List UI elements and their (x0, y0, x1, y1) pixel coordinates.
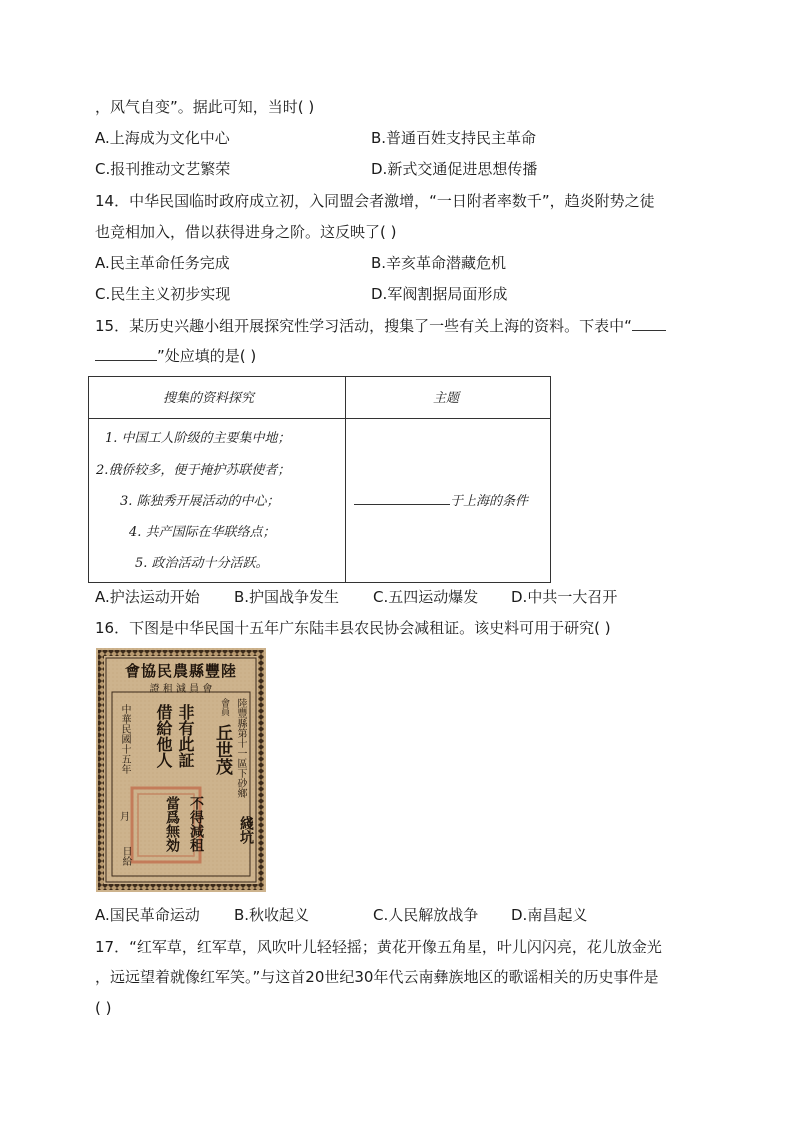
q17-stem-line3: ( ) (95, 999, 112, 1017)
certificate-month: 月 (120, 812, 130, 823)
table-header-right: 主题 (433, 391, 460, 406)
certificate-warning-1: 非有此証 (176, 704, 195, 768)
certificate-col-place: 綫坑 (238, 816, 254, 844)
q16-option-c[interactable]: C.人民解放战争 (373, 906, 479, 924)
certificate-date: 中華民國十五年 (119, 704, 130, 774)
q13-option-a[interactable]: A.上海成为文化中心 (95, 129, 230, 147)
q13-stem-tail: ，风气自变”。据此可知，当时( ) (95, 98, 315, 116)
q13-option-b[interactable]: B.普通百姓支持民主革命 (371, 129, 537, 147)
certificate-warning-2: 借給他人 (154, 704, 173, 768)
table-divider-vertical (345, 377, 346, 582)
q15-blank-part1 (632, 330, 666, 331)
q15-stem-line1 (95, 316, 666, 336)
q14-option-c[interactable]: C.民生主义初步实现 (95, 285, 231, 303)
q17-stem-line2: ，远远望着就像红军笑。”与这首20世纪30年代云南彝族地区的歌谣相关的历史事件是 (95, 968, 659, 986)
q16-option-b[interactable]: B.秋收起义 (234, 906, 310, 924)
table-item-1: 1. 中国工人阶级的主要集中地； (105, 431, 291, 446)
certificate-day: 日給 (120, 846, 131, 866)
certificate-member-label: 會員 (219, 698, 229, 716)
q14-option-b[interactable]: B.辛亥革命潜藏危机 (371, 254, 507, 272)
q15-option-d[interactable]: D.中共一大召开 (511, 588, 618, 606)
table-header-left: 搜集的资料探究 (163, 391, 255, 406)
q17-stem-line1: 17．“红军草，红军草，风吹叶儿轻轻摇；黄花开像五角星，叶儿闪闪亮，花儿放金光 (95, 938, 662, 956)
table-right-cell (354, 490, 528, 509)
certificate-title: 會協民農縣豐陸 (124, 662, 237, 680)
q14-option-d[interactable]: D.军阀割据局面形成 (371, 285, 508, 303)
table-item-5: 5. 政治活动十分活跃。 (135, 556, 269, 571)
q16-stem: 16．下图是中华民国十五年广东陆丰县农民协会减租证。该史料可用于研究( ) (95, 619, 611, 637)
certificate-member-name: 丘世茂 (212, 724, 232, 775)
q16-option-a[interactable]: A.国民革命运动 (95, 906, 200, 924)
q15-option-a[interactable]: A.护法运动开始 (95, 588, 200, 606)
q15-stem-line2 (95, 346, 256, 366)
table-right-blank (354, 504, 450, 505)
certificate-stamp-text-1: 不得減租 (188, 796, 204, 852)
q15-stem-tail: ”处应填的是( ) (157, 347, 257, 365)
certificate-subtitle: 證 租 減 員 會 (149, 684, 213, 695)
q13-option-c[interactable]: C.报刊推动文艺繁荣 (95, 160, 231, 178)
q15-table (88, 376, 551, 583)
q14-option-a[interactable]: A.民主革命任务完成 (95, 254, 230, 272)
q14-stem-line1: 14．中华民国临时政府成立初，入同盟会者激增，“一日附者率数千”，趋炎附势之徒 (95, 192, 655, 210)
q15-option-b[interactable]: B.护国战争发生 (234, 588, 340, 606)
q16-option-d[interactable]: D.南昌起义 (511, 906, 588, 924)
q14-stem-line2: 也竞相加入，借以获得进身之阶。这反映了( ) (95, 223, 397, 241)
table-item-3: 3. 陈独秀开展活动的中心； (120, 494, 280, 509)
certificate-col-region: 陸豐縣第十一區下砂鄉 (235, 698, 246, 798)
q15-stem-text: 15．某历史兴趣小组开展探究性学习活动，搜集了一些有关上海的资料。下表中“ (95, 317, 632, 335)
q15-option-c[interactable]: C.五四运动爆发 (373, 588, 479, 606)
table-right-suffix: 于上海的条件 (450, 494, 529, 509)
rent-reduction-certificate-image (96, 648, 266, 892)
table-item-2: 2.俄侨较多，便于掩护苏联使者； (96, 463, 291, 478)
certificate-stamp-text-2: 當爲無効 (164, 796, 180, 852)
table-item-4: 4. 共产国际在华联络点； (129, 525, 276, 540)
table-divider-horizontal (89, 418, 550, 419)
q15-blank-part2 (95, 360, 157, 361)
q13-option-d[interactable]: D.新式交通促进思想传播 (371, 160, 538, 178)
